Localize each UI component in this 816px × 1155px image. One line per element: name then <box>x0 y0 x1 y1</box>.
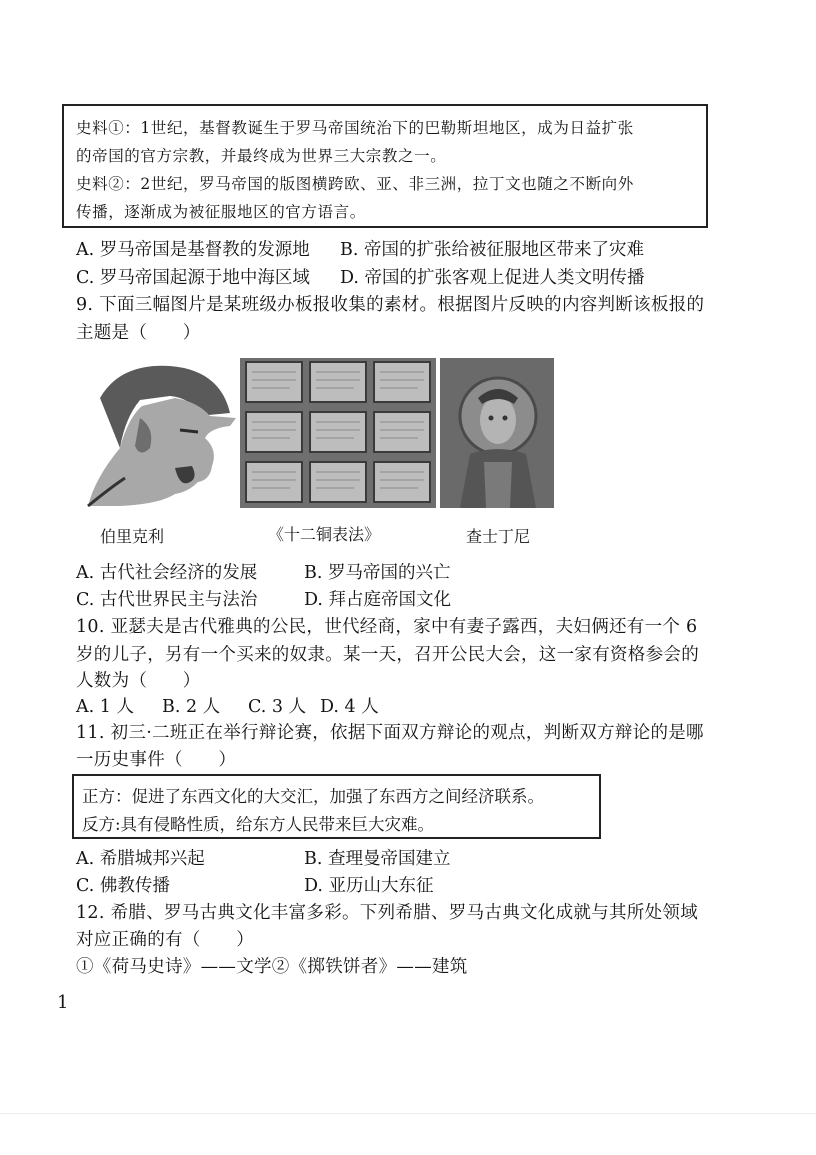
source-line-1: 史料①：1世纪，基督教诞生于罗马帝国统治下的巴勒斯坦地区，成为日益扩张 <box>76 119 634 137</box>
q9-option-c: C. 古代世界民主与法治 <box>76 590 258 610</box>
q12-stem-line-1: 12. 希腊、罗马古典文化丰富多彩。下列希腊、罗马古典文化成就与其所处领域 <box>76 903 698 923</box>
debate-con-side: 反方:具有侵略性质，给东方人民带来巨大灾难。 <box>82 815 435 834</box>
q11-option-d: D. 亚历山大东征 <box>304 876 434 896</box>
q9-stem-line-1: 9. 下面三幅图片是某班级办板报收集的素材。根据图片反映的内容判断该板报的 <box>76 295 705 315</box>
q9-option-d: D. 拜占庭帝国文化 <box>304 590 452 610</box>
q8-option-a: A. 罗马帝国是基督教的发源地 <box>76 240 310 260</box>
q11-option-c: C. 佛教传播 <box>76 876 170 896</box>
justinian-mosaic-image <box>440 358 554 508</box>
q10-option-b: B. 2 人 <box>162 697 221 717</box>
pericles-bust-image <box>80 358 238 508</box>
q10-option-a: A. 1 人 <box>76 697 134 717</box>
caption-pericles: 伯里克利 <box>100 527 165 546</box>
page-bottom-edge <box>0 1113 816 1114</box>
q9-option-a: A. 古代社会经济的发展 <box>76 563 258 583</box>
caption-justinian: 查士丁尼 <box>466 527 531 546</box>
q11-stem-line-2: 一历史事件（ ） <box>76 750 237 770</box>
q9-stem-line-2: 主题是（ ） <box>76 323 201 343</box>
source-line-2: 的帝国的官方宗教，并最终成为世界三大宗教之一。 <box>76 147 447 165</box>
q12-item-list: ①《荷马史诗》——文学②《掷铁饼者》——建筑 <box>76 957 468 977</box>
source-material-box <box>62 104 708 228</box>
q8-option-c: C. 罗马帝国起源于地中海区域 <box>76 268 310 288</box>
debate-box <box>72 774 601 839</box>
debate-pro-side: 正方：促进了东西文化的大交汇，加强了东西方之间经济联系。 <box>82 787 544 806</box>
q10-stem-line-3: 人数为（ ） <box>76 671 201 691</box>
q10-option-d: D. 4 人 <box>320 697 379 717</box>
q8-option-b: B. 帝国的扩张给被征服地区带来了灾难 <box>340 240 644 260</box>
q8-option-d: D. 帝国的扩张客观上促进人类文明传播 <box>340 268 645 288</box>
q11-option-b: B. 查理曼帝国建立 <box>304 849 451 869</box>
caption-twelve-tables: 《十二铜表法》 <box>268 525 381 544</box>
q12-stem-line-2: 对应正确的有（ ） <box>76 930 254 950</box>
page-number: 1 <box>57 992 69 1013</box>
q10-option-c: C. 3 人 <box>248 697 307 717</box>
q10-stem-line-1: 10. 亚瑟夫是古代雅典的公民，世代经商，家中有妻子露西，夫妇俩还有一个 6 <box>76 617 698 637</box>
source-line-3: 史料②：2世纪，罗马帝国的版图横跨欧、亚、非三洲，拉丁文也随之不断向外 <box>76 175 634 193</box>
q10-stem-line-2: 岁的儿子，另有一个买来的奴隶。某一天，召开公民大会，这一家有资格参会的 <box>76 645 699 665</box>
twelve-tables-image <box>240 358 436 508</box>
q11-stem-line-1: 11. 初三·二班正在举行辩论赛，依据下面双方辩论的观点，判断双方辩论的是哪 <box>76 723 704 743</box>
q9-option-b: B. 罗马帝国的兴亡 <box>304 563 451 583</box>
source-line-4: 传播，逐渐成为被征服地区的官方语言。 <box>76 203 366 221</box>
q11-option-a: A. 希腊城邦兴起 <box>76 849 205 869</box>
